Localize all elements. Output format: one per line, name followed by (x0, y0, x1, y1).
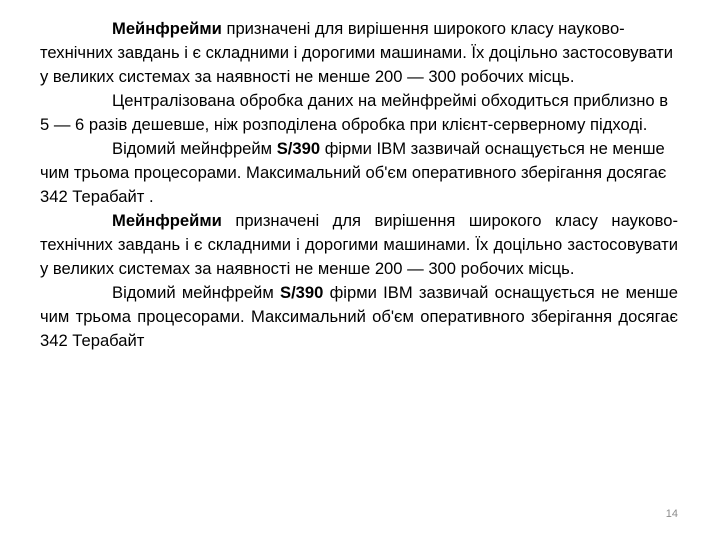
paragraph-text-before: Відомий мейнфрейм (112, 283, 280, 302)
paragraph-centralized-processing (40, 89, 678, 137)
paragraph-text: призначені для вирішення широкого класу науково-технічних завдань і є складними і дорогими машинами. Їх доцільно застосовувати у великих системах за наявності не менше 200 — 300 робочих місць. (40, 19, 673, 86)
paragraph-mainframes-repeat (40, 209, 678, 281)
paragraph-text-before: Відомий мейнфрейм (112, 139, 277, 158)
paragraph-text-after: фірми IBM зазвичай оснащується не менше чим трьома процесорами. Максимальний об'єм оперативного зберігання досягає 342 Терабайт . (40, 139, 667, 206)
paragraph-text-after: фірми IBM зазвичай оснащується не менше чим трьома процесорами. Максимальний об'єм оперативного зберігання досягає 342 Терабайт (40, 283, 678, 350)
paragraph-text: призначені для вирішення широкого класу науково-технічних завдань і є складними і дорогими машинами. Їх доцільно застосовувати у великих системах за наявності не менше 200 — 300 робочих місць. (40, 211, 678, 278)
paragraph-mainframes-intro (40, 17, 678, 89)
paragraph-s390-second (40, 281, 678, 353)
bold-term-mainframes: Мейнфрейми (112, 19, 222, 38)
slide-body-text (40, 17, 678, 353)
bold-term-mainframes: Мейнфрейми (112, 211, 222, 230)
paragraph-text: Централізована обробка даних на мейнфреймі обходиться приблизно в 5 — 6 разів дешевше, ніж розподілена обробка при клієнт-серверному підході. (40, 91, 669, 134)
slide-page-number: 14 (665, 508, 678, 520)
bold-term-s390: S/390 (276, 139, 321, 158)
bold-term-s390: S/390 (280, 283, 324, 302)
paragraph-s390-first (40, 137, 678, 209)
